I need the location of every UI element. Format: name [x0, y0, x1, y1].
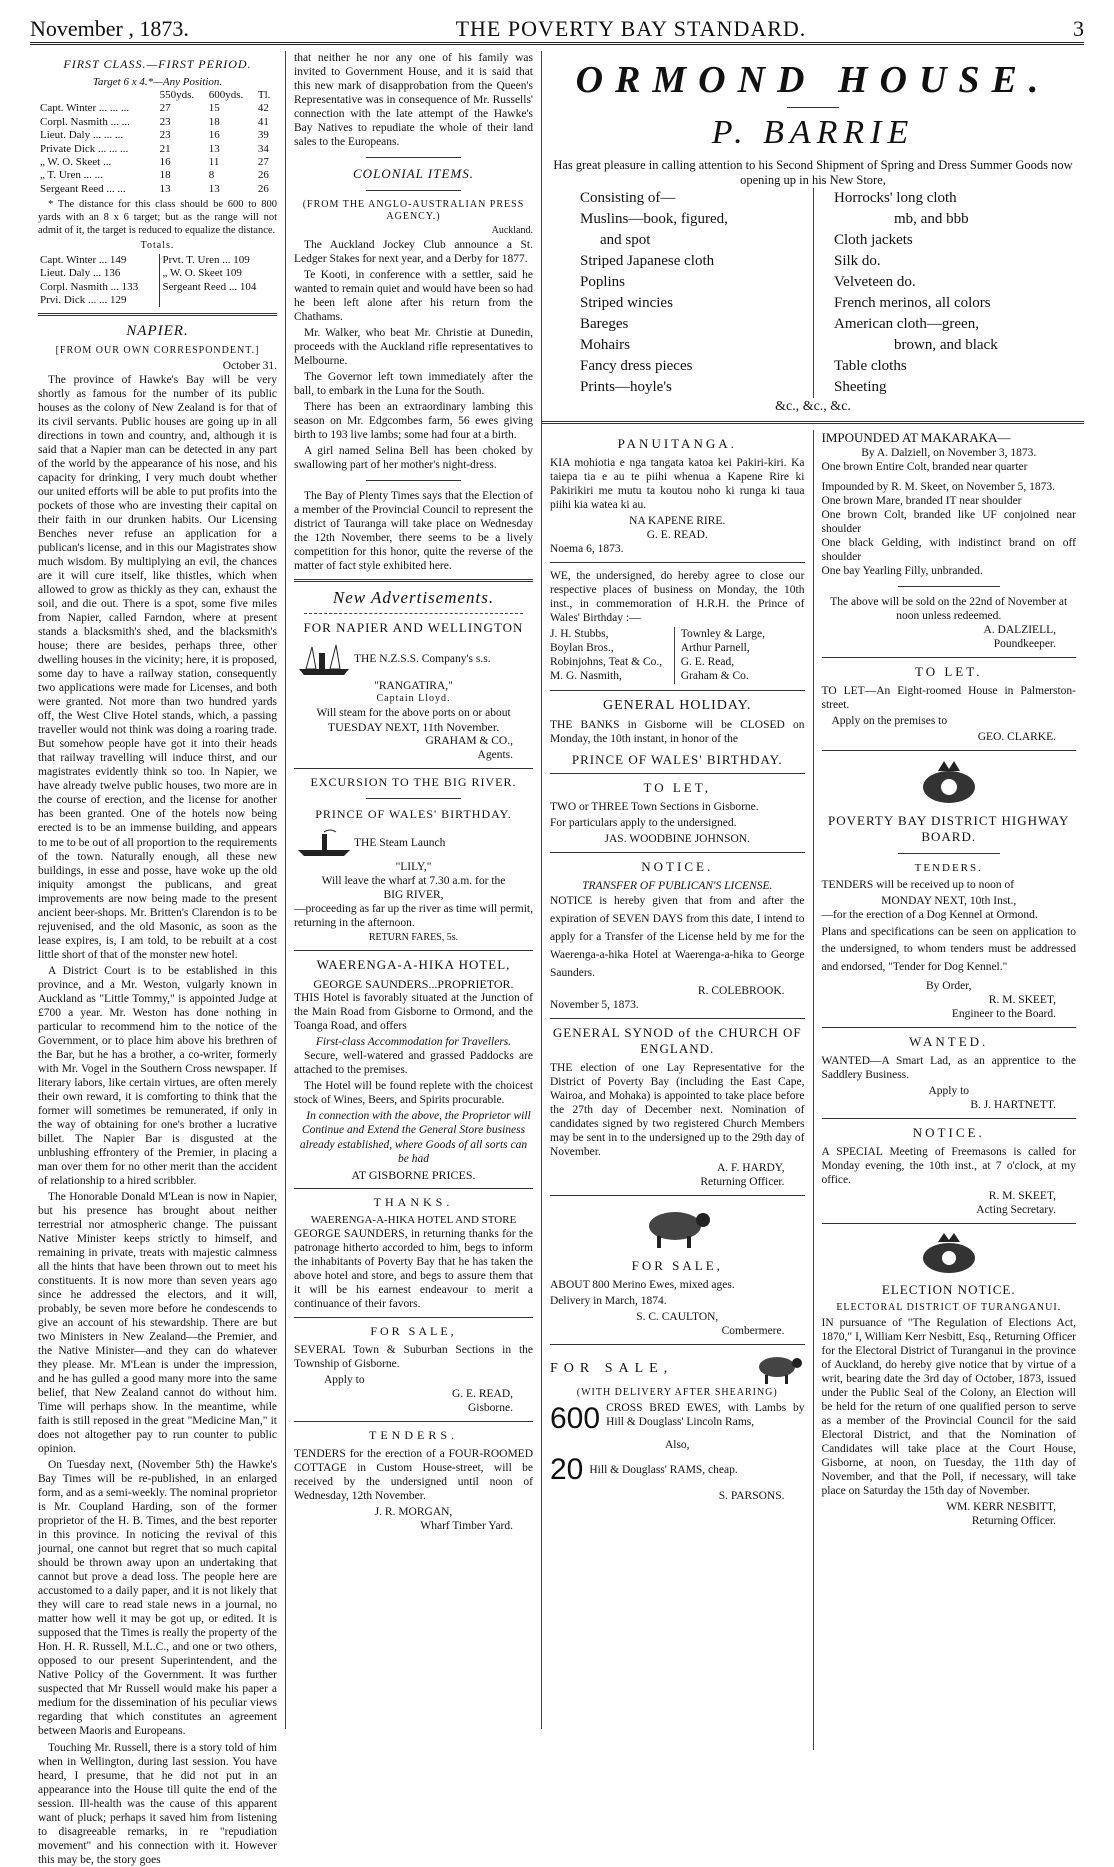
launch-text2: —proceeding as far up the river as time will permit, returning in the afternoon.	[294, 902, 533, 929]
panuitanga-sig: NA KAPENE RIRE.	[629, 515, 726, 528]
election-text: IN pursuance of "The Regulation of Elections Act, 1870," I, William Kerr Nesbitt, Esq., Returning Officer for the Electoral District of Turanganui in the province of Auckland, do hereby give notice that by virtue of a writ, bearing date the 3rd day of October, 1873, issued under the Public Seal of the Colony, an Election will be held for the return of one qualified person to serve as a member of the Provincial Council for the said Electoral District, and that the Nomination of Candidates will take place at the Court House, Gisborne, at noon, on Tuesday, the 11th day of November, and that the Poll, if necessary, will take place on Saturday the 15th day of November.	[821, 1316, 1076, 1498]
panuitanga-sig: G. E. READ.	[646, 529, 708, 542]
goods-right	[813, 188, 1076, 398]
launch-label: THE Steam Launch	[354, 836, 446, 849]
divider	[550, 1195, 805, 1196]
table-row: Lieut. Daly ... ... ... 23 16 39	[40, 129, 269, 142]
notice-heading: NOTICE.	[641, 859, 714, 875]
divider	[542, 421, 1084, 424]
item: Te Kooti, in conference with a settler, said he wanted to remain quiet and would have been so had he been left alone after his return from the Chathams.	[294, 268, 533, 323]
hotel-paddocks: Secure, well-watered and grassed Paddocks are attached to the premises.	[294, 1050, 533, 1077]
divider	[294, 950, 533, 951]
closing-text: WE, the undersigned, do hereby agree to close our respective places of business on Monday, the 10th inst., in commemoration of H.R.H. the Prince of Wales' Birthday :—	[550, 570, 805, 625]
signatory: Boylan Bros.,	[550, 642, 614, 655]
table-row: Lieut. Daly ... 136 „ W. O. Skeet 109	[40, 267, 242, 280]
col-head: 550yds.	[159, 89, 195, 102]
forsale-text2: Delivery in March, 1874.	[550, 1295, 667, 1308]
table-row: Capt. Winter ... 149 Prvt. T. Uren ... 109	[40, 253, 250, 266]
return-fares: RETURN FARES, 5s.	[368, 931, 459, 943]
impounded-item: One brown Entire Colt, branded near quarter	[821, 461, 1028, 474]
forsale2-num: 600	[550, 1402, 601, 1436]
signatory: J. H. Stubbs,	[550, 628, 609, 641]
sale-text: SEVERAL Town & Suburban Sections in the Township of Gisborne.	[294, 1343, 533, 1370]
shooting-sub: Target 6 x 4.*—Any Position.	[92, 75, 223, 88]
goods-item: Sheeting	[834, 379, 887, 396]
panuitanga-text: KIA mohiotia e nga tangata katoa kei Pakiri-kiri. Ka taiepa tia e au te piihi whenua a Kapene Rire ki Pakirikiri me mutu ta koutou noho ki runga ki taua piihi kia watea ki au.	[550, 457, 805, 512]
table-row: Corpl. Nasmith ... 133 Sergeant Reed ... 104	[40, 280, 257, 293]
totals-heading: Totals.	[140, 239, 175, 251]
goods-item: Bareges	[580, 316, 629, 333]
hotel-accommodation: First-class Accommodation for Travellers.	[315, 1036, 512, 1049]
signatories-left	[550, 627, 675, 683]
impounded-sig: A. DALZIELL,	[983, 624, 1056, 637]
divider	[366, 190, 462, 191]
divider	[366, 157, 462, 158]
tolet-sig: JAS. WOODBINE JOHNSON.	[604, 833, 750, 846]
goods-item: Poplins	[580, 274, 626, 291]
goods-item: Silk do.	[834, 253, 881, 270]
election-sub: ELECTORAL DISTRICT OF TURANGANUI.	[836, 1301, 1062, 1313]
article-paragraph: The Honorable Donald M'Lean is now in Napier, but his presence has brought about neither terrestrial nor atmospheric change. The puissant Native Minister keeps strictly to himself, and remaining in private, treats with majestic calmness all the hints that have been thrown out to meet his constituents. It is now more than seven years ago since he addressed the electors, and it will, probably, be seven more before he condescends to give an account of his stewardship. There are but two Ministers in New Zealand—the Premier, and the Native Minister—and they can do whatever they please. Mr. M'Lean is under the impression, and he has gulled a good many more into the same belief, that New Zealand cannot do without him. Time will perhaps show. In the meantime, while faith is still reposed in the great "Medicine Man," it does not altogether pay to run counter to public opinion.	[38, 1190, 277, 1456]
agent-role: Agents.	[477, 749, 513, 762]
goods-item: mb, and bbb	[894, 211, 969, 228]
goods-item: Fancy dress pieces	[580, 358, 693, 375]
notice-date: November 5, 1873.	[550, 999, 639, 1012]
issue-date: November , 1873.	[30, 16, 189, 41]
notice2-heading: NOTICE.	[912, 1124, 985, 1140]
table-row: Private Dick ... ... ... 21 13 34	[40, 142, 269, 155]
wanted-sig: B. J. HARTNETT.	[970, 1098, 1056, 1111]
highway-text3: Plans and specifications can be seen on application to the undersigned, to whom tenders must be addressed and endorsed, "Tender for Dog Kennel."	[821, 925, 1076, 974]
highway-date: MONDAY NEXT, 10th Inst.,	[881, 894, 1017, 907]
table-row: „ W. O. Skeet ... 16 11 27	[40, 156, 269, 169]
article-continued: that neither he nor any one of his family was invited to Government House, and it is said that this new mark of disapprobation from the Queen's Representative was in consequence of Mr. Russells' connection with the late attempt of the Hawke's Bay Natives to repudiate the whole of their land sales to the Europeans.	[294, 52, 533, 149]
notice2-role: Acting Secretary.	[976, 1203, 1056, 1216]
ormond-advert	[550, 57, 1076, 415]
goods-left	[550, 188, 813, 398]
divider	[366, 480, 462, 481]
steamship-icon	[294, 639, 354, 679]
sale-heading: FOR SALE,	[370, 1324, 457, 1339]
thanks-text: GEORGE SAUNDERS, in returning thanks for the patronage hitherto accorded to him, begs to inform the inhabitants of Poverty Bay that he has taken the above hotel and store, and begs to assure them that it will be his earnest endeavour to merit a continuance of their favors.	[294, 1228, 533, 1311]
goods-item: Table cloths	[834, 358, 907, 375]
article-paragraph: The province of Hawke's Bay will be very shortly as famous for the number of its public houses as the colony of New Zealand is for that of its civil servants. Public houses are going up in all directions in town and country, and, although it is said that a Napier man can be detected in any part of the world by the appearance of his nose, and his capacity for drinking, I very much doubt whether our united efforts will be able to put profits into the pockets of those who are investing their capital on their faith in our drunken habits. Our Licensing Benches never refuse an application for a publican's license, and in this our Magistrates show much wisdom. By multiplying an evil, the chances are it will cure itself, like thistles, which when allowed to grow as thickly as they can, exhaust the soil, and die out. There is a spot, some five miles from Napier, called Farndon, where at present stands a blacksmith's shed, and the blacksmith's house; there are besides, perhaps three, other dwelling houses in the vicinity; here, it is proposed, some day to have a railway station, consequently two applications were made for Licenses, and both were granted. Not more than two hundred yards off, the West Clive Hotel stands, which, a passing traveller would not think was doing a roaring trade. But somehow people have got it into their heads that railway travelling will induce thirst, and our magistrates evidently think so too. In Napier, we have already twelve public houses, two more are in the course of erection, and the license for another has been granted. One of the hotels now being erected is to be an immense building, and appears to me to be out of all proportion to the requirements of the town. Naturally enough, all these new buildings, in esse and posse, have woke up the old iniquity amongst the publicans, and great improvements are now being made to the present ancient beer-shops. Mr. Britten's Clarendon is to be rejuvenised, and the old Masonic, as soon as the lease expires, is, I am told, to be rebuilt at a cost little short of that of the monster new hotel.	[38, 373, 277, 961]
napwel-company: THE N.Z.S.S. Company's s.s.	[354, 653, 491, 666]
column-3	[550, 430, 814, 1750]
table-row: Capt. Winter ... ... ... 27 15 42	[40, 102, 269, 115]
hotel-stock: The Hotel will be found replete with the choicest stock of Wines, Beers, and Spirits procurable.	[294, 1080, 533, 1107]
tolet2-sig: GEO. CLARKE.	[977, 731, 1056, 744]
column-1	[30, 51, 286, 1866]
election-sig: WM. KERR NESBITT,	[946, 1501, 1056, 1514]
divider	[822, 1027, 1077, 1028]
highway-heading: POVERTY BAY DISTRICT HIGHWAY BOARD.	[828, 813, 1070, 845]
article-paragraph: A District Court is to be established in this province, and a Mr. Weston, vulgarly known in Auckland as "Little Tommy," is appointed Judge at £700 a year. Mr. Weston has done nothing in particular to recommend him to the notice of the Government, or to place him above his brethren of the Bar, but he has a brother, a co-writer, formerly with Mr. Vogel in the Southern Cross newspaper. If literary labors, like certain virtues, are often merely their own reward, it is comforting to think that the former will sometimes be remunerated, if only in the way of obtaining for one's brother a lucrative billet. The Napier Bar is disgusted at the unblushing effrontery of the Premier, in placing a man over them for no other merit than the accident of relationship to a hired scribbler.	[38, 964, 277, 1187]
forsale2-sub: (WITH DELIVERY AFTER SHEARING)	[576, 1387, 778, 1399]
tolet2-text: TO LET—An Eight-roomed House in Palmerston-street.	[821, 685, 1076, 712]
tolet2-heading: TO LET.	[915, 664, 983, 680]
notice-sig: R. COLEBROOK.	[697, 985, 785, 998]
hotel-proprietor: GEORGE SAUNDERS...PROPRIETOR.	[313, 976, 514, 991]
launch-block	[294, 826, 533, 860]
divider	[822, 657, 1077, 658]
page-number: 3	[1072, 16, 1084, 41]
goods-item: brown, and black	[894, 337, 998, 354]
divider	[550, 690, 805, 691]
notice2-sig: R. M. SKEET,	[988, 1189, 1056, 1202]
divider	[550, 773, 805, 774]
goods-item: Horrocks' long cloth	[834, 190, 957, 207]
holiday-text: THE BANKS in Gisborne will be CLOSED on Monday, the 10th instant, in honor of the	[550, 718, 805, 745]
table-row: „ T. Uren ... ... 18 8 26	[40, 169, 269, 182]
sale-apply: Apply to	[324, 1373, 365, 1386]
goods-item: Cloth jackets	[834, 232, 913, 249]
hotel-text: THIS Hotel is favorably situated at the Junction of the Main Road from Gisborne to Ormond, and the Toanga Road, and offers	[294, 992, 533, 1033]
launch-text: Will leave the wharf at 7.30 a.m. for the	[321, 874, 506, 887]
tenders-text: TENDERS for the erection of a FOUR-ROOMED COTTAGE in Custom House-street, will be received by the undersigned until noon of Wednesday, 12th November.	[294, 1447, 533, 1502]
divider	[366, 798, 462, 799]
wavy-rule	[304, 613, 523, 614]
launch-name: "LILY,"	[395, 860, 432, 873]
tolet-heading: TO LET,	[643, 780, 711, 796]
goods-item: Mohairs	[580, 337, 630, 354]
item: The Auckland Jockey Club announce a St. Ledger Stakes for next year, and a Derby for 1877.	[294, 238, 533, 265]
napwel-block	[294, 639, 533, 679]
ormond-name: P. BARRIE	[711, 114, 915, 152]
ormond-title: ORMOND HOUSE.	[575, 59, 1051, 101]
napier-heading: NAPIER.	[126, 323, 189, 340]
synod-text: THE election of one Lay Representative for the District of Poverty Bay (including the East Cape, Wairoa, and Mohaka) is appointed to take place before the 27th day of December next. Nomination of candidates signed by two registered Church Members may be sent in to the undersigned up to the 29th day of November.	[550, 1062, 805, 1159]
notice-text: NOTICE is hereby given that from and after the expiration of SEVEN DAYS from this date, I intend to apply for a Transfer of the License held by me for the Waerenga-a-hika Hotel at Waerenga-a-hika to George Saunders.	[550, 895, 805, 979]
impounded-item: One brown Colt, branded like UF conjoined near shoulder	[821, 509, 1076, 536]
lower-columns	[550, 430, 1076, 1750]
new-adverts-heading: New Advertisements.	[332, 587, 495, 607]
goods-item: Muslins—book, figured,	[580, 211, 728, 228]
table-row: Sergeant Reed ... ... 13 13 26	[40, 182, 269, 195]
notice2-text: A SPECIAL Meeting of Freemasons is called for Monday evening, the 10th inst., at 7 o'clock, at my office.	[821, 1145, 1076, 1186]
right-section	[542, 51, 1084, 1729]
article-paragraph: On Tuesday next, (November 5th) the Hawke's Bay Times will be re-published, in an enlarged form, and as a semi-weekly. The nominal proprietor is Mr. Coupland Harding, son of the former proprietor of the H. B. Times, and the best reporter in this province. In noticing the revival of this journal, one cannot but regret that so much capital should be thrown away upon an undertaking that cannot but prove a dead loss. The people here are accustomed to a daily paper, and it is not likely that they will care to read stale news in a journal, no matter how well it may be got up, or edited. It is supposed that the Times is really the property of the Hon. H. R. Russell, M.L.C., and one or two others, opposed to our present Superintendent, and the Native Policy of the Government. It was further suspected that Mr Russell would make his paper a medium for the dissemination of his peculiar views regarding that which constitutes an agreement between Maoris and Europeans.	[38, 1459, 277, 1738]
big-river: BIG RIVER,	[383, 888, 444, 901]
highway-role: Engineer to the Board.	[951, 1008, 1056, 1021]
ormond-intro: Has great pleasure in calling attention to his Second Shipment of Spring and Dress Summer Goods now opening up in his New Store,	[553, 157, 1073, 188]
divider	[822, 1118, 1077, 1119]
columns	[30, 51, 1084, 1866]
impounded-item: One bay Yearling Filly, unbranded.	[821, 565, 983, 578]
divider	[822, 1223, 1077, 1224]
shooting-note: * The distance for this class should be 600 to 800 yards with an 8 x 6 target; but as the range will not admit of it, the target is reduced to equalize the distance.	[38, 199, 277, 236]
goods-item: Consisting of—	[580, 190, 676, 207]
colonial-from: (FROM THE ANGLO-AUSTRALIAN PRESS AGENCY.)	[302, 198, 525, 223]
signatory: Arthur Parnell,	[680, 642, 750, 655]
divider	[294, 1317, 533, 1318]
goods-item: French merinos, all colors	[834, 295, 991, 312]
wanted-text: WANTED—A Smart Lad, as an apprentice to the Saddlery Business.	[821, 1054, 1076, 1081]
col-head: 600yds.	[208, 89, 244, 102]
captain: Captain Lloyd.	[376, 693, 451, 705]
tolet-text2: For particulars apply to the undersigned.	[550, 817, 737, 830]
forsale2-header	[550, 1351, 805, 1385]
signatory: G. E. Read,	[680, 656, 735, 669]
tenders-heading: TENDERS.	[369, 1427, 458, 1442]
column-2	[286, 51, 542, 1729]
election-heading: ELECTION NOTICE.	[881, 1281, 1016, 1297]
signatory: Robinjohns, Teat & Co.,	[550, 656, 663, 669]
agent-name: GRAHAM & CO.,	[425, 735, 513, 748]
divider	[550, 852, 805, 853]
forsale2-line1	[550, 1401, 805, 1438]
divider	[898, 586, 1000, 587]
forsale2-line2	[550, 1452, 805, 1489]
thanks-sub: WAERENGA-A-HIKA HOTEL AND STORE	[310, 1213, 517, 1226]
divider	[294, 768, 533, 769]
excursion-sub: PRINCE OF WALES' BIRTHDAY.	[315, 806, 512, 821]
panuitanga-date: Noema 6, 1873.	[550, 543, 624, 556]
forsale-heading: FOR SALE,	[631, 1258, 723, 1274]
impounded-by: Impounded by R. M. Skeet, on November 5, 1873.	[821, 481, 1055, 494]
sailing-date: TUESDAY NEXT, 11th November.	[327, 719, 500, 734]
colonial-heading: COLONIAL ITEMS.	[353, 166, 474, 182]
highway-order: By Order,	[925, 980, 972, 992]
synod-role: Returning Officer.	[700, 1176, 785, 1189]
table-row: Prvi. Dick ... ... 129	[38, 294, 277, 307]
divider	[787, 107, 840, 108]
napwel-heading: FOR NAPIER AND WELLINGTON	[303, 619, 524, 635]
ormond-goods	[550, 188, 1076, 398]
divider	[550, 1018, 805, 1019]
forsale2-text: CROSS BRED EWES, with Lambs by Hill & Douglass' Lincoln Rams,	[606, 1402, 805, 1429]
napwel-text: Will steam for the above ports on or about	[316, 706, 511, 719]
column-4	[814, 430, 1077, 1750]
bop-item: The Bay of Plenty Times says that the Election of a member of the Provincial Council to represent the district of Tauranga will take place on Wednesday the 12th November, there seems to be a lively competition for this honor, quite the reverse of the matter of fact style exhibited here.	[294, 489, 533, 572]
impounded-item: One brown Mare, branded IT near shoulder	[821, 495, 1022, 508]
col-head: Tl.	[257, 89, 271, 102]
excursion-heading: EXCURSION TO THE BIG RIVER.	[310, 775, 517, 790]
divider	[898, 853, 1000, 854]
highway-text2: —for the erection of a Dog Kennel at Ormond.	[821, 908, 1038, 921]
hotel-prices: AT GISBORNE PRICES.	[351, 1167, 476, 1182]
hotel-heading: WAERENGA-A-HIKA HOTEL,	[316, 956, 511, 972]
forsale-sig: S. C. CAULTON,	[636, 1311, 719, 1324]
forsale2-heading: FOR SALE,	[550, 1360, 674, 1376]
item: Mr. Walker, who beat Mr. Christie at Dunedin, proceeds with the Auckland rifle representatives to Melbourne.	[294, 326, 533, 367]
paper-title: THE POVERTY BAY STANDARD.	[455, 16, 807, 41]
divider	[38, 313, 277, 316]
impounded-by: By A. Dalziell, on November 3, 1873.	[861, 447, 1037, 460]
colonial-place: Auckland.	[491, 225, 533, 237]
impounded-item: One black Gelding, with indistinct brand on off shoulder	[821, 537, 1076, 564]
goods-item: Velveteen do.	[834, 274, 916, 291]
sale-where: Gisborne.	[467, 1401, 513, 1414]
goods-item: and spot	[600, 232, 651, 249]
divider	[550, 1344, 805, 1345]
article-paragraph: Touching Mr. Russell, there is a story told of him when in Wellington, during last session. You have heard, I presume, that he did not put in an appearance into the House till quite the end of the session. Ill-health was the cause of this apparent want of pluck; perhaps it saved him from listening to disagreeable remarks, in re "repudiation movement" and his connection with it. However this may be, the story goes	[38, 1741, 277, 1866]
highway-sig: R. M. SKEET,	[988, 994, 1056, 1007]
royal-crest-icon	[914, 757, 984, 807]
goods-item: Prints—hoyle's	[580, 379, 672, 396]
item: A girl named Selina Bell has been choked by swallowing part of her mother's night-dress.	[294, 444, 533, 471]
highway-sub: TENDERS.	[914, 862, 983, 875]
sale-name: G. E. READ,	[451, 1387, 513, 1400]
forsale2-also: Also,	[664, 1438, 690, 1451]
signatories	[550, 627, 805, 683]
forsale2-num: 20	[550, 1452, 584, 1486]
ship-name: "RANGATIRA,"	[374, 680, 453, 693]
panuitanga-heading: PANUITANGA.	[617, 436, 737, 452]
napier-date: October 31.	[222, 359, 277, 372]
divider	[294, 579, 533, 582]
forsale-text: ABOUT 800 Merino Ewes, mixed ages.	[550, 1279, 735, 1292]
impounded-heading: IMPOUNDED AT MAKARAKA—	[821, 430, 1011, 446]
signatory: Townley & Large,	[680, 628, 766, 641]
signatory: M. G. Nasmith,	[550, 670, 622, 683]
synod-sig: A. F. HARDY,	[716, 1162, 785, 1175]
napier-from: [FROM OUR OWN CORRESPONDENT.]	[55, 344, 260, 356]
forsale2-sig: S. PARSONS.	[718, 1489, 785, 1502]
totals-table	[38, 254, 277, 308]
goods-item: American cloth—green,	[834, 316, 979, 333]
table-row: Corpl. Nasmith ... ... 23 18 41	[40, 115, 269, 128]
item: There has been an extraordinary lambing this season on Mr. Edgcombes farm, 56 ewes giving birth to 193 live lambs; some had four at a birth.	[294, 400, 533, 441]
synod-heading: GENERAL SYNOD of the CHURCH OF ENGLAND.	[552, 1025, 802, 1057]
divider	[294, 1188, 533, 1189]
hotel-connection: In connection with the above, the Proprietor will Continue and Extend the General Store business already established, where Goods of all sorts can be had	[299, 1110, 531, 1165]
forsale-where: Combermere.	[721, 1325, 785, 1338]
election-role: Returning Officer.	[971, 1515, 1056, 1528]
tolet2-apply: Apply on the premises to	[831, 715, 948, 728]
masthead	[30, 8, 1084, 45]
forsale2-text: Hill & Douglass' RAMS, cheap.	[589, 1464, 738, 1477]
impounded-sold: The above will be sold on the 22nd of November at noon unless redeemed.	[830, 596, 1068, 623]
holiday-heading: GENERAL HOLIDAY.	[603, 697, 752, 713]
royal-crest-icon	[914, 1230, 984, 1276]
highway-text: TENDERS will be received up to noon of	[821, 878, 1015, 891]
wanted-apply: Apply to	[928, 1084, 970, 1097]
shooting-heading: FIRST CLASS.—FIRST PERIOD.	[63, 57, 252, 71]
tenders-where: Wharf Timber Yard.	[420, 1519, 513, 1532]
goods-item: Striped wincies	[580, 295, 673, 312]
steam-launch-icon	[294, 826, 354, 860]
shooting-table	[38, 89, 277, 196]
divider	[550, 562, 805, 563]
ormond-etc: &c., &c., &c.	[775, 399, 851, 415]
wanted-heading: WANTED.	[909, 1034, 989, 1050]
signatory: Graham & Co.	[680, 670, 749, 683]
goods-item: Striped Japanese cloth	[580, 253, 715, 270]
sheep-icon	[751, 1351, 805, 1385]
tenders-name: J. R. MORGAN,	[374, 1505, 453, 1518]
impounded-role: Poundkeeper.	[993, 638, 1056, 651]
divider	[822, 750, 1077, 751]
thanks-heading: THANKS.	[373, 1195, 454, 1210]
signatories-right	[675, 627, 805, 683]
notice-sub: TRANSFER OF PUBLICAN'S LICENSE.	[582, 880, 773, 893]
tolet-text: TWO or THREE Town Sections in Gisborne.	[550, 801, 759, 814]
divider	[294, 1421, 533, 1422]
item: The Governor left town immediately after the ball, to embark in the Luna for the South.	[294, 370, 533, 397]
sheep-icon	[637, 1202, 717, 1252]
holiday-sub: PRINCE OF WALES' BIRTHDAY.	[571, 751, 783, 767]
